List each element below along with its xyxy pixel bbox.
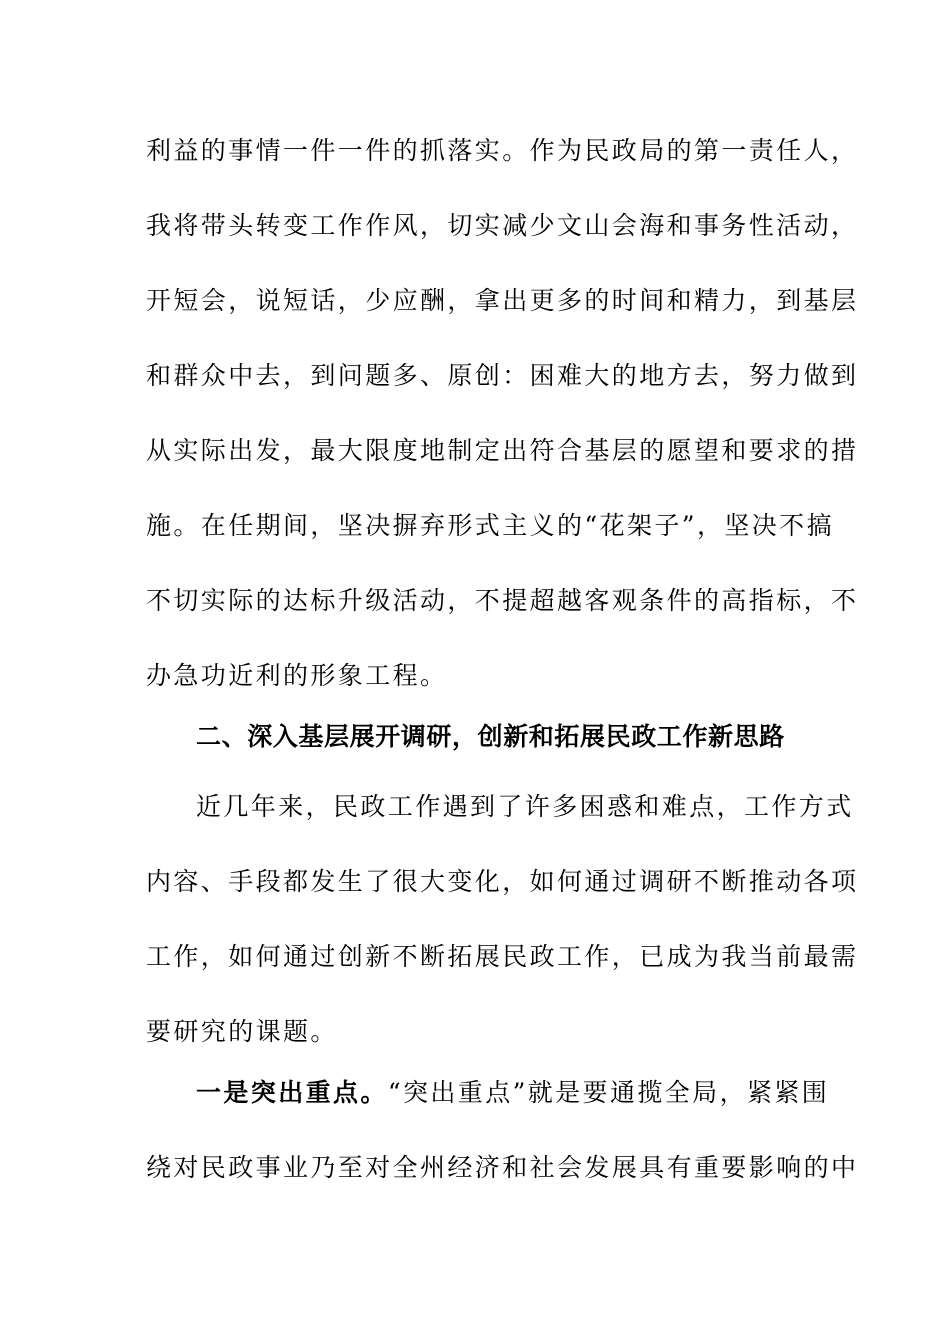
paragraph2-line-1: 近几年来，民政工作遇到了许多困惑和难点，工作方式 — [196, 792, 854, 821]
paragraph3-line-2: 绕对民政事业乃至对全州经济和社会发展具有重要影响的中 — [146, 1153, 859, 1182]
paragraph2-line-2: 内容、手段都发生了很大变化，如何通过调研不断推动各项 — [146, 867, 859, 896]
paragraph1-line-5: 从实际出发，最大限度地制定出符合基层的愿望和要求的措 — [146, 436, 859, 465]
section-heading: 二、深入基层展开调研，创新和拓展民政工作新思路 — [196, 722, 785, 751]
paragraph3-lead-rest: “突出重点”就是要通揽全局，紧紧围 — [387, 1078, 830, 1107]
paragraph1-line-4: 和群众中去，到问题多、原创：困难大的地方去，努力做到 — [146, 361, 859, 390]
paragraph1-line-1: 利益的事情一件一件的抓落实。作为民政局的第一责任人， — [146, 136, 859, 165]
paragraph2-line-4: 要研究的课题。 — [146, 1017, 338, 1046]
paragraph3-line-1 — [196, 1077, 830, 1109]
paragraph1-line-2: 我将带头转变工作作风，切实减少文山会海和事务性活动， — [146, 211, 859, 240]
paragraph3-lead-bold: 一是突出重点。 — [196, 1078, 388, 1107]
paragraph2-line-3: 工作，如何通过创新不断拓展民政工作，已成为我当前最需 — [146, 942, 859, 971]
paragraph1-line-6: 施。在任期间，坚决摒弃形式主义的“花架子”，坚决不搞 — [146, 511, 834, 540]
paragraph1-line-7: 不切实际的达标升级活动，不提超越客观条件的高指标，不 — [146, 586, 859, 615]
paragraph1-line-3: 开短会，说短话，少应酬，拿出更多的时间和精力，到基层 — [146, 286, 859, 315]
paragraph1-line-8: 办急功近利的形象工程。 — [146, 661, 448, 690]
